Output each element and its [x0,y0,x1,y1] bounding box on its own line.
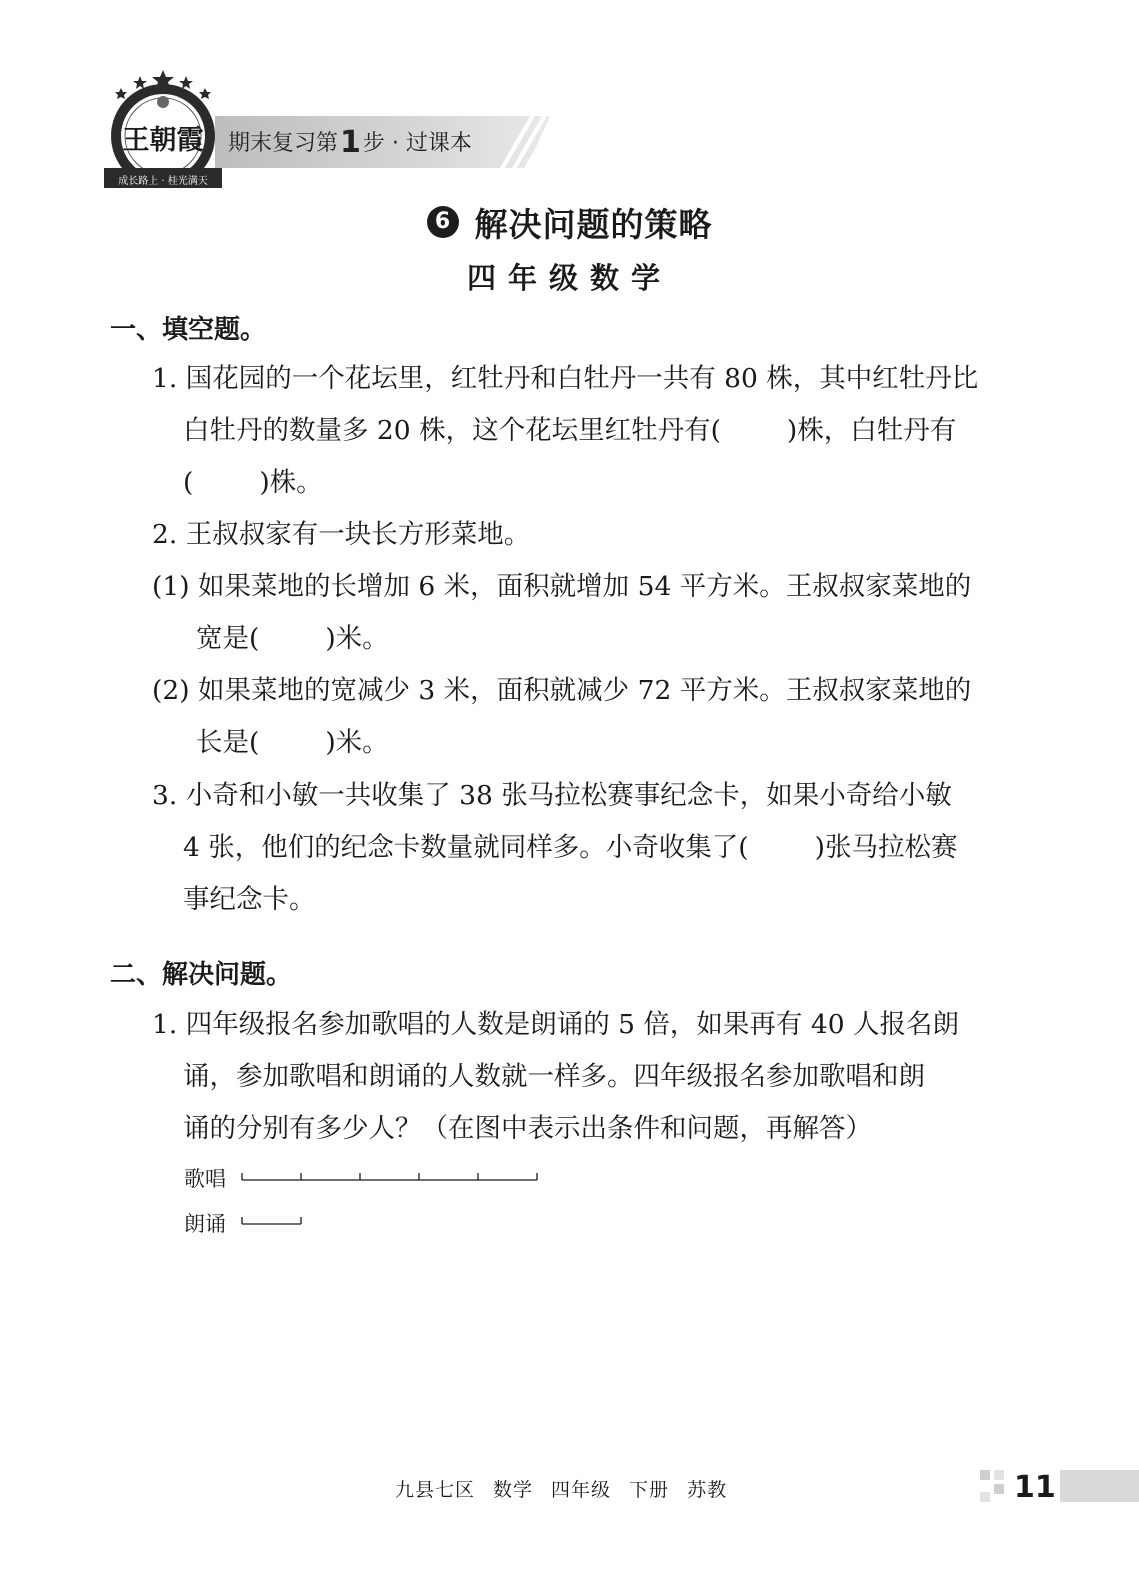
footer-subject: 数学 [493,1479,534,1501]
q1-line-1: 1. 国花园的一个花坛里，红牡丹和白牡丹一共有 80 株，其中红牡丹比 [152,363,979,394]
page-number: 11 [1014,1470,1056,1505]
banner-suffix: 步 · 过课本 [362,131,472,156]
q3-line-3: 事纪念卡。 [183,884,316,915]
q3-line-1: 3. 小奇和小敏一共收集了 38 张马拉松赛事纪念卡，如果小奇给小敏 [152,780,952,811]
footer-volume: 下册 [629,1479,670,1501]
footer-region: 九县七区 [395,1479,476,1501]
logo-name: 王朝霞 [122,125,204,156]
section-1-title: 一、填空题。 [110,315,267,345]
footer-grade: 四年级 [551,1479,612,1501]
p1-line-2: 诵，参加歌唱和朗诵的人数就一样多。四年级报名参加歌唱和朗 [183,1061,925,1092]
q3-line-2-text-a: 4 张，他们的纪念卡数量就同样多。小奇收集了( [183,832,749,863]
banner-step-number: 1 [340,125,361,160]
banner-prefix: 期末复习第 [228,131,339,156]
q1-line-3-text-b: )株。 [259,467,323,498]
line-segment-diagram[interactable] [238,1160,548,1230]
recitation-bar [242,1217,301,1224]
chapter-heading [0,198,1139,246]
q2-2-line-2 [196,726,389,760]
chapter-subtitle: 四年级数学 [466,261,672,295]
q2-2-line-2-text-a: 长是( [196,727,260,758]
q2-1-line-2 [196,622,389,656]
q2-2-line-1: (2) 如果菜地的宽减少 3 米，面积就减少 72 平方米。王叔叔家菜地的 [152,675,972,706]
q2-line-1: 2. 王叔叔家有一块长方形菜地。 [152,519,531,550]
footer-book-info [395,1475,745,1502]
q2-2-line-2-text-b: )米。 [325,727,389,758]
p1-line-1: 1. 四年级报名参加歌唱的人数是朗诵的 5 倍，如果再有 40 人报名朗 [152,1009,959,1040]
singing-bar [242,1173,537,1180]
q2-1-line-2-text-a: 宽是( [196,623,260,654]
q1-line-2-text-b: )株，白牡丹有 [786,415,957,446]
chapter-title: 解决问题的策略 [474,204,713,244]
q1-line-2-text-a: 白牡丹的数量多 20 株，这个花坛里红牡丹有( [183,415,721,446]
q1-line-3 [183,466,323,500]
header-banner-text [228,125,472,161]
chapter-number-badge: 6 [427,206,459,238]
singing-label: 歌唱 [184,1167,226,1191]
q3-line-2 [183,831,957,865]
q2-1-line-2-text-b: )米。 [325,623,389,654]
recitation-label: 朗诵 [184,1212,226,1236]
q2-1-line-1: (1) 如果菜地的长增加 6 米，面积就增加 54 平方米。王叔叔家菜地的 [152,571,972,602]
footer-publisher: 苏教 [687,1479,728,1501]
section-2-title: 二、解决问题。 [110,960,293,990]
logo-slogan: 成长路上 · 桂光满天 [118,176,208,187]
q3-line-2-text-b: )张马拉松赛 [814,832,958,863]
q1-line-3-text-a: ( [183,467,194,498]
page-number-bar [1060,1470,1139,1502]
q1-line-2 [183,414,956,448]
p1-line-3: 诵的分别有多少人？（在图中表示出条件和问题，再解答） [183,1113,872,1144]
